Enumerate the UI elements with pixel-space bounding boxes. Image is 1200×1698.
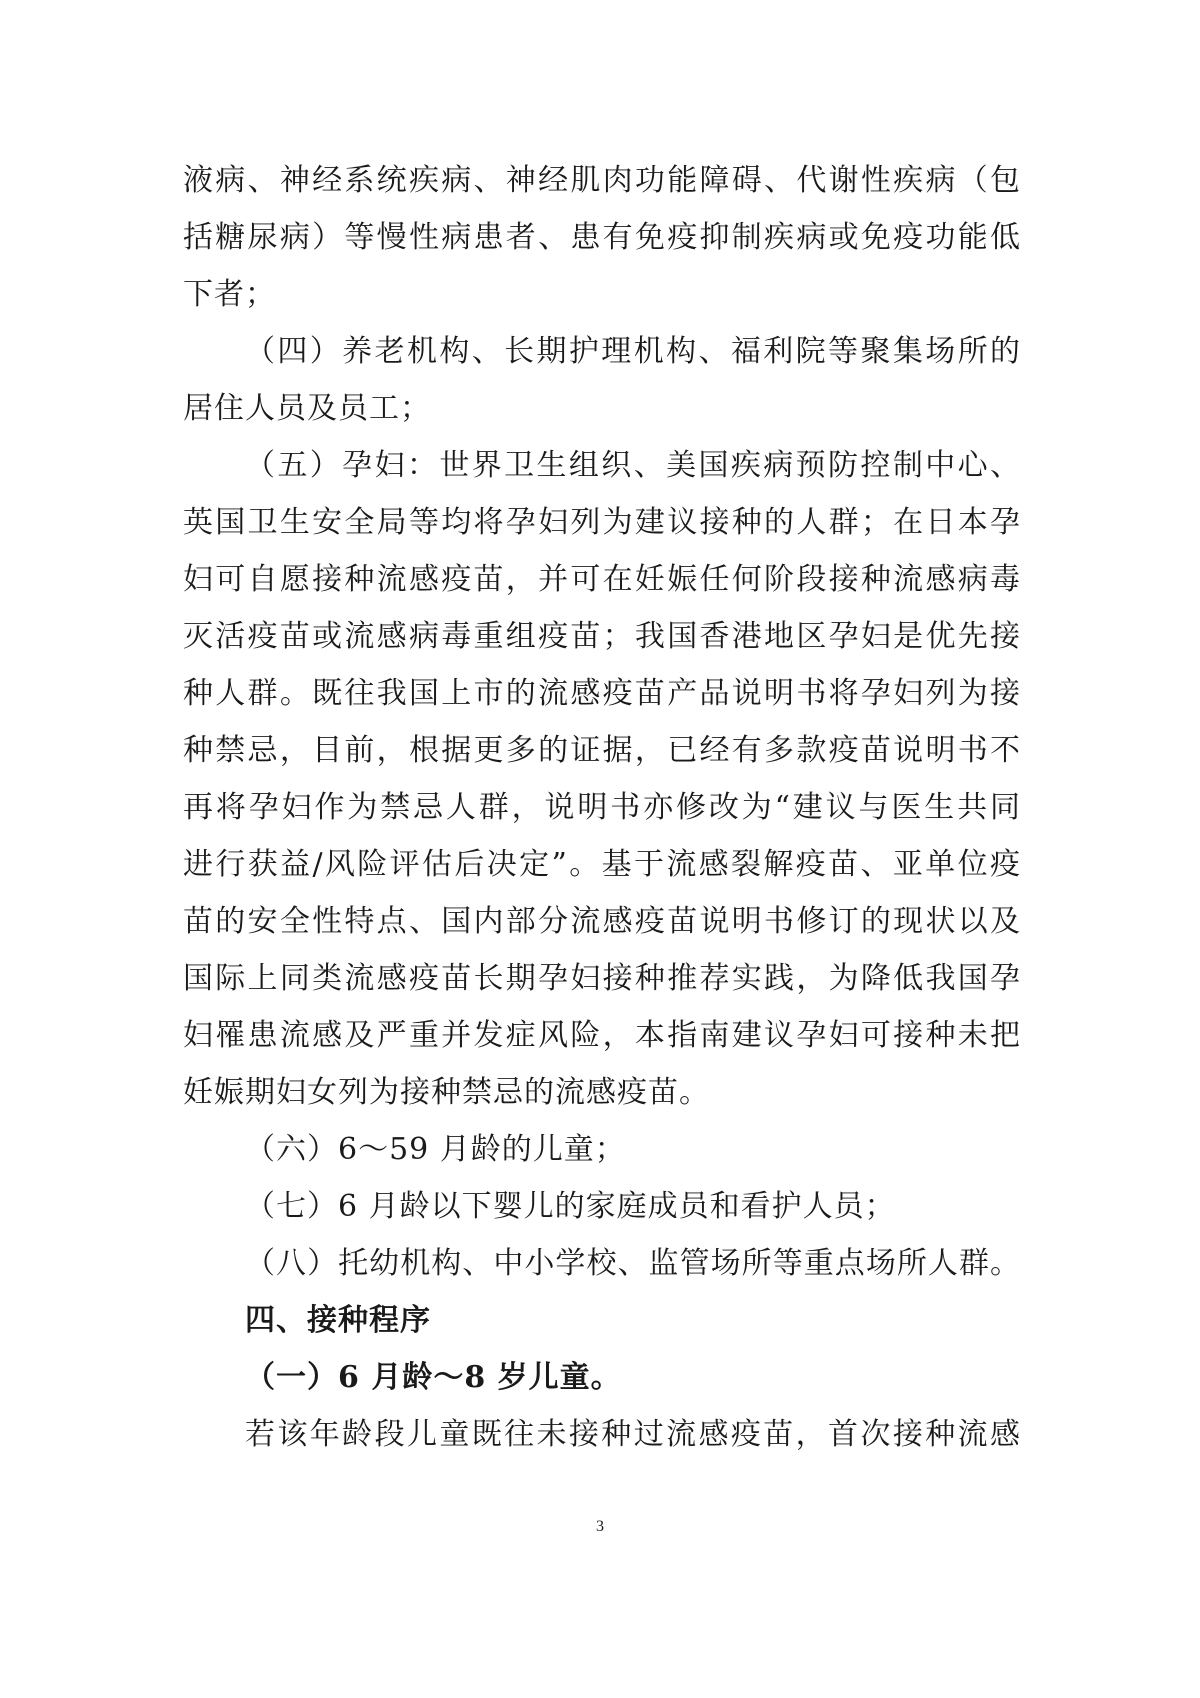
text-line: 英国卫生安全局等均将孕妇列为建议接种的人群；在日本孕 (183, 505, 1021, 540)
text-line: 居住人员及员工； (183, 391, 431, 426)
text-line: 括糖尿病）等慢性病患者、患有免疫抑制疾病或免疫功能低 (183, 220, 1021, 255)
text-line: 灭活疫苗或流感病毒重组疫苗；我国香港地区孕妇是优先接 (183, 619, 1021, 654)
text-line: 若该年龄段儿童既往未接种过流感疫苗，首次接种流感 (245, 1417, 1021, 1452)
text-line: 再将孕妇作为禁忌人群，说明书亦修改为“建议与医生共同 (183, 790, 1021, 825)
section-heading: 四、接种程序 (245, 1303, 431, 1338)
text-line: 妇罹患流感及严重并发症风险，本指南建议孕妇可接种未把 (183, 1018, 1021, 1053)
document-page (183, 152, 1021, 1463)
text-line: （四）养老机构、长期护理机构、福利院等聚集场所的 (245, 334, 1021, 369)
subsection-heading: （一）6 月龄～8 岁儿童。 (245, 1360, 622, 1395)
text-line: 液病、神经系统疾病、神经肌肉功能障碍、代谢性疾病（包 (183, 163, 1021, 198)
text-line: 进行获益/风险评估后决定”。基于流感裂解疫苗、亚单位疫 (183, 847, 1021, 882)
text-line: 种人群。既往我国上市的流感疫苗产品说明书将孕妇列为接 (183, 676, 1021, 711)
text-line: 种禁忌，目前，根据更多的证据，已经有多款疫苗说明书不 (183, 733, 1021, 768)
text-line: 下者； (183, 277, 276, 312)
text-line: 妊娠期妇女列为接种禁忌的流感疫苗。 (183, 1075, 710, 1110)
text-line: 妇可自愿接种流感疫苗，并可在妊娠任何阶段接种流感病毒 (183, 562, 1021, 597)
text-line: （五）孕妇：世界卫生组织、美国疾病预防控制中心、 (245, 448, 1021, 483)
page-number: 3 (596, 1518, 604, 1535)
list-item: （六）6～59 月龄的儿童； (245, 1132, 626, 1167)
text-line: 国际上同类流感疫苗长期孕妇接种推荐实践，为降低我国孕 (183, 961, 1021, 996)
text-line: 苗的安全性特点、国内部分流感疫苗说明书修订的现状以及 (183, 904, 1021, 939)
list-item: （八）托幼机构、中小学校、监管场所等重点场所人群。 (245, 1246, 1021, 1281)
list-item: （七）6 月龄以下婴儿的家庭成员和看护人员； (245, 1189, 896, 1224)
